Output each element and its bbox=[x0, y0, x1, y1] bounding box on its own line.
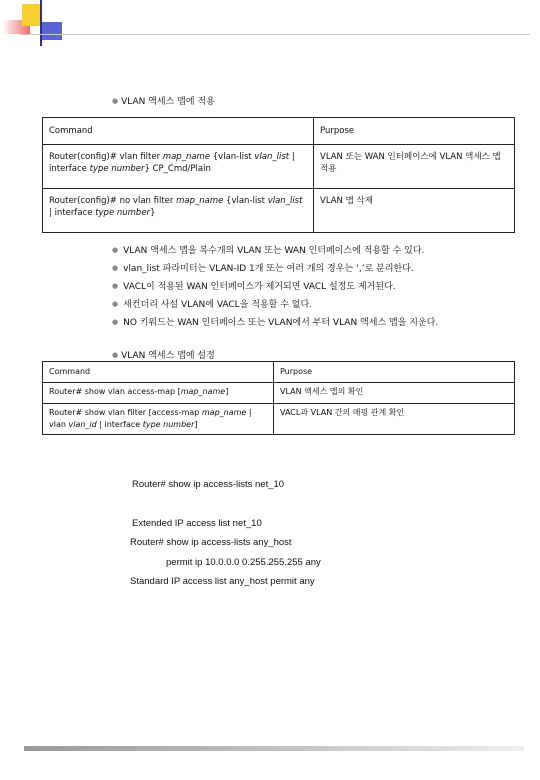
code-line: Extended IP access list net_10 bbox=[132, 518, 262, 529]
section1-title: ● VLAN 액세스 맵에 적용 bbox=[112, 94, 215, 107]
table-row bbox=[43, 404, 515, 435]
command-cell bbox=[43, 189, 314, 233]
footer-bar bbox=[24, 746, 524, 751]
cmd-param: vlan_id bbox=[68, 420, 97, 429]
cmd-text: {vlan-list bbox=[210, 152, 255, 162]
cmd-text: } CP_Cmd/Plain bbox=[144, 164, 211, 174]
list-item: ● 세컨더리 사설 VLAN에 VACL을 적용할 수 없다. bbox=[112, 296, 438, 314]
cmd-param: type number bbox=[89, 164, 145, 174]
table-row bbox=[43, 189, 515, 233]
vlan-filter-command-table bbox=[42, 117, 515, 233]
cmd-param: vlan_list bbox=[254, 152, 290, 162]
list-item: ● VACL이 적용된 WAN 인터페이스가 제거되면 VACL 설정도 제거된다. bbox=[112, 278, 438, 296]
cmd-text: ] bbox=[225, 387, 229, 396]
notes-list bbox=[112, 242, 438, 332]
purpose-cell: VLAN 또는 WAN 인터페이스에 VLAN 액세스 맵 적용 bbox=[314, 145, 515, 189]
command-cell bbox=[43, 145, 314, 189]
table-header-row bbox=[43, 118, 515, 145]
command-cell bbox=[43, 383, 274, 404]
cmd-text: Router# show vlan filter [access-map bbox=[49, 408, 202, 417]
cmd-param: map_name bbox=[162, 152, 211, 162]
corner-decoration-blue bbox=[40, 22, 62, 40]
cmd-param: map_name bbox=[180, 387, 226, 396]
table-header-row bbox=[43, 362, 515, 383]
purpose-cell: VLAN 맵 삭제 bbox=[314, 189, 515, 233]
cmd-text: Router# show vlan access-map [ bbox=[49, 387, 181, 396]
cmd-param: number bbox=[163, 420, 195, 429]
header-rule bbox=[20, 34, 530, 35]
purpose-cell: VACL과 VLAN 간의 매핑 관계 확인 bbox=[274, 404, 515, 435]
corner-vertical-line bbox=[40, 0, 42, 46]
code-line: Standard IP access list any_host permit any bbox=[130, 576, 315, 587]
code-example-any-host bbox=[130, 510, 315, 601]
list-item: ● NO 키워드는 WAN 인터페이스 또는 VLAN에서 부터 VLAN 액세스 맵을 지운다. bbox=[112, 314, 438, 332]
list-item: ● VLAN 액세스 맵을 복수개의 VLAN 또는 WAN 인터페이스에 적용할 수 있다. bbox=[112, 242, 438, 260]
list-item: ● vlan_list 파라미터는 VLAN-ID 1개 또는 여러 개의 경우는 ‘,’로 분리한다. bbox=[112, 260, 438, 278]
table-row bbox=[43, 145, 515, 189]
header-purpose: Purpose bbox=[274, 362, 515, 383]
vlan-show-command-table bbox=[42, 361, 515, 435]
cmd-text: } bbox=[150, 208, 156, 218]
cmd-text: ] bbox=[194, 420, 198, 429]
cmd-text: Router(config)# vlan filter bbox=[49, 152, 163, 162]
section2-title: ● VLAN 액세스 맵에 설정 bbox=[112, 348, 215, 361]
code-line: permit ip 10.0.0.0 0.255.255.255 any bbox=[166, 557, 321, 568]
cmd-text: {vlan-list bbox=[223, 196, 268, 206]
corner-decoration-yellow bbox=[22, 4, 42, 26]
cmd-param: type bbox=[142, 420, 161, 429]
cmd-text: Router(config)# no vlan filter bbox=[49, 196, 177, 206]
cmd-param: type number bbox=[95, 208, 151, 218]
cmd-param: vlan_list bbox=[267, 196, 303, 206]
code-line: Router# show ip access-lists net_10 bbox=[132, 479, 285, 490]
cmd-text: | interface bbox=[49, 208, 96, 218]
header-purpose: Purpose bbox=[314, 118, 515, 145]
cmd-text: | vlan bbox=[49, 408, 252, 429]
header-command: Command bbox=[43, 118, 314, 145]
cmd-text: | interface bbox=[96, 420, 143, 429]
code-line: Router# show ip access-lists any_host bbox=[130, 537, 292, 548]
header-command: Command bbox=[43, 362, 274, 383]
cmd-param: map_name bbox=[201, 408, 247, 417]
table-row bbox=[43, 383, 515, 404]
cmd-param: map_name bbox=[176, 196, 224, 206]
purpose-cell: VLAN 액세스 맵의 확인 bbox=[274, 383, 515, 404]
command-cell bbox=[43, 404, 274, 435]
cmd-text: | interface bbox=[49, 152, 295, 174]
